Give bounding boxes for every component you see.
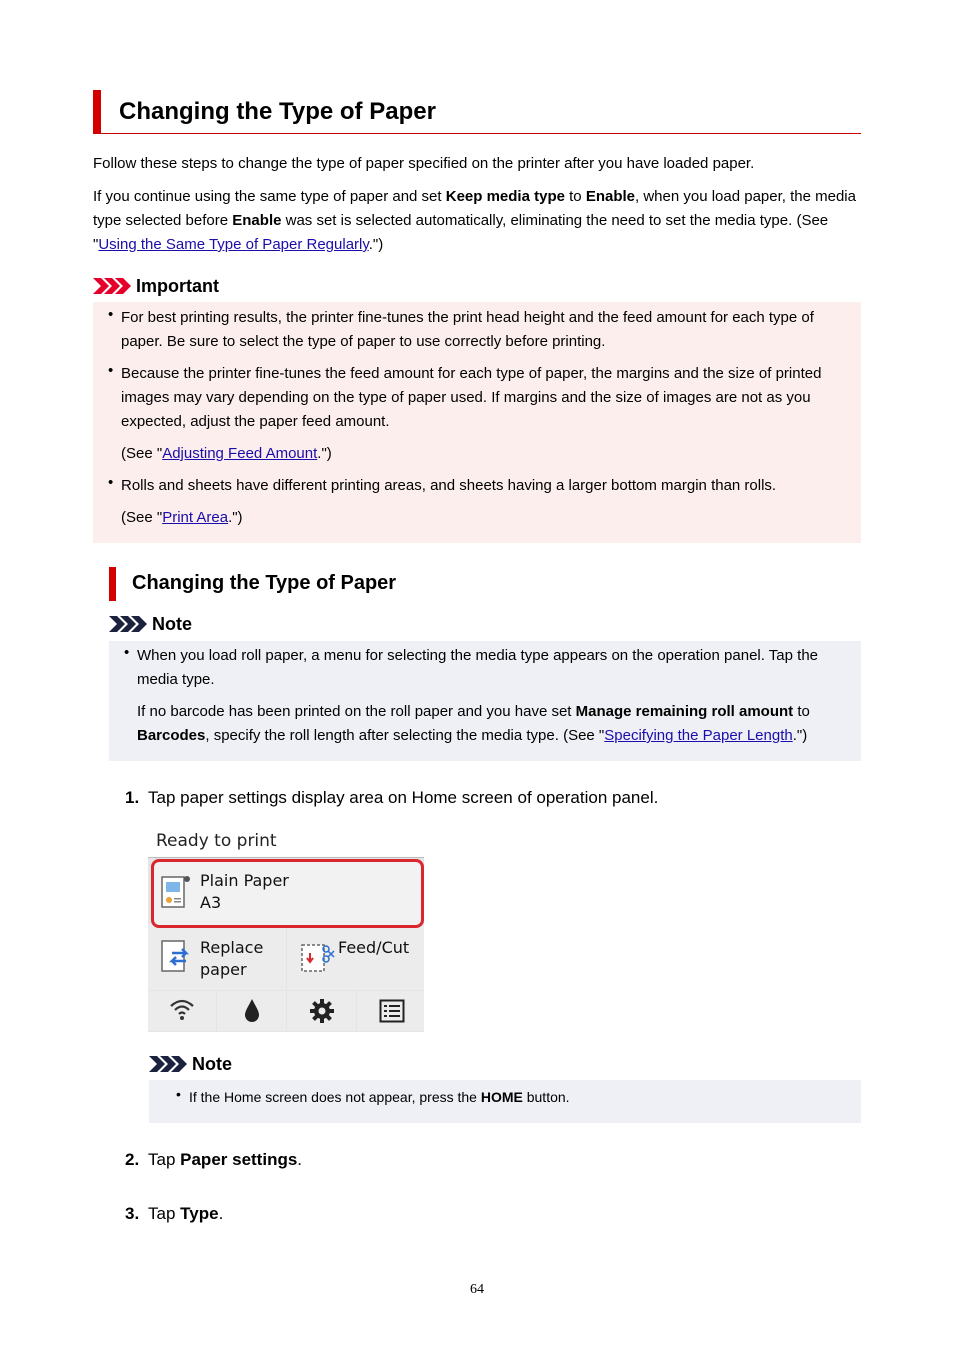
note-item-1: When you load roll paper, a menu for selecting the media type appears on the operation panel. Tap the media type. (137, 647, 819, 688)
important-arrows-icon (93, 278, 131, 294)
bullet: • (108, 306, 114, 323)
scissors-icon (300, 939, 336, 975)
heading-accent-bar (93, 90, 101, 133)
see-adjusting-feed: (See "Adjusting Feed Amount.") (121, 445, 332, 462)
page-number: 64 (470, 1282, 484, 1297)
media-type-paragraph: If you continue using the same type of paper and set Keep media type to Enable, when you load paper, the media type selected before Enable was set is selected automatically, eliminating the need to set the media type. (See "Using the Same Type of Paper Regularly.") (93, 188, 856, 253)
wifi-icon (169, 997, 195, 1023)
status-text: Ready to print (156, 831, 277, 851)
step-number: 3. (125, 1204, 140, 1223)
paper-icon (160, 873, 190, 909)
replace-paper-label-2: paper (200, 960, 247, 979)
adjusting-feed-link[interactable]: Adjusting Feed Amount (162, 445, 318, 462)
section-heading (93, 90, 861, 134)
bullet: • (108, 474, 114, 491)
step-number: 1. (125, 788, 140, 807)
note-barcode-paragraph: If no barcode has been printed on the roll paper and you have set Manage remaining roll amount to Barcodes, specify the roll length after selecting the media type. (See "Specifying the Paper Length.") (137, 703, 810, 744)
note-arrows-icon (149, 1056, 187, 1072)
step-1-text: Tap paper settings display area on Home screen of operation panel. (148, 788, 659, 807)
heading-accent-bar (109, 567, 116, 601)
barcodes-term: Barcodes (137, 727, 206, 744)
enable-term: Enable (585, 188, 635, 205)
paper-length-link[interactable]: Specifying the Paper Length (604, 727, 793, 744)
replace-paper-icon (160, 939, 192, 975)
bullet: • (108, 362, 114, 379)
page-title: Changing the Type of Paper (119, 98, 436, 125)
paper-size-value: A3 (200, 893, 222, 912)
replace-paper-label-1: Replace (200, 938, 264, 957)
note-home-text: If the Home screen does not appear, press the HOME button. (189, 1089, 570, 1105)
ink-drop-icon (242, 998, 262, 1024)
subsection-title: Changing the Type of Paper (132, 572, 397, 594)
gear-icon (309, 998, 335, 1024)
step-2-text: Tap Paper settings. (148, 1150, 303, 1169)
list-icon (379, 999, 405, 1023)
important-item-2: Because the printer fine-tunes the feed amount for each type of paper, the margins and the size of printed images may vary depending on the type of paper used. If margins and the size of images are not as you expected, adjust the paper feed amount. (121, 365, 822, 430)
important-item-1: For best printing results, the printer fine-tunes the print head height and the feed amount for each type of paper. Be sure to select the type of paper to use correctly before printing. (121, 309, 814, 350)
home-button-term: HOME (480, 1089, 523, 1105)
note-arrows-icon (109, 616, 147, 632)
intro-paragraph: Follow these steps to change the type of paper specified on the printer after you have loaded paper. (93, 155, 755, 172)
bullet: • (124, 644, 130, 661)
feed-cut-label: Feed/Cut (338, 938, 410, 957)
enable-term: Enable (232, 212, 282, 229)
paper-settings-term: Paper settings (180, 1150, 298, 1169)
manage-roll-term: Manage remaining roll amount (575, 703, 794, 720)
operation-panel-screenshot (148, 826, 425, 1032)
important-item-3: Rolls and sheets have different printing areas, and sheets having a larger bottom margin than rolls. (121, 477, 777, 494)
keep-media-type-term: Keep media type (445, 188, 565, 205)
type-term: Type (180, 1204, 219, 1223)
print-area-link[interactable]: Print Area (162, 509, 229, 526)
bullet: • (176, 1086, 181, 1102)
step-number: 2. (125, 1150, 140, 1169)
same-paper-link[interactable]: Using the Same Type of Paper Regularly (98, 236, 369, 253)
step-3-text: Tap Type. (148, 1204, 224, 1223)
paper-type-value: Plain Paper (200, 871, 289, 890)
see-print-area: (See "Print Area.") (121, 509, 243, 526)
